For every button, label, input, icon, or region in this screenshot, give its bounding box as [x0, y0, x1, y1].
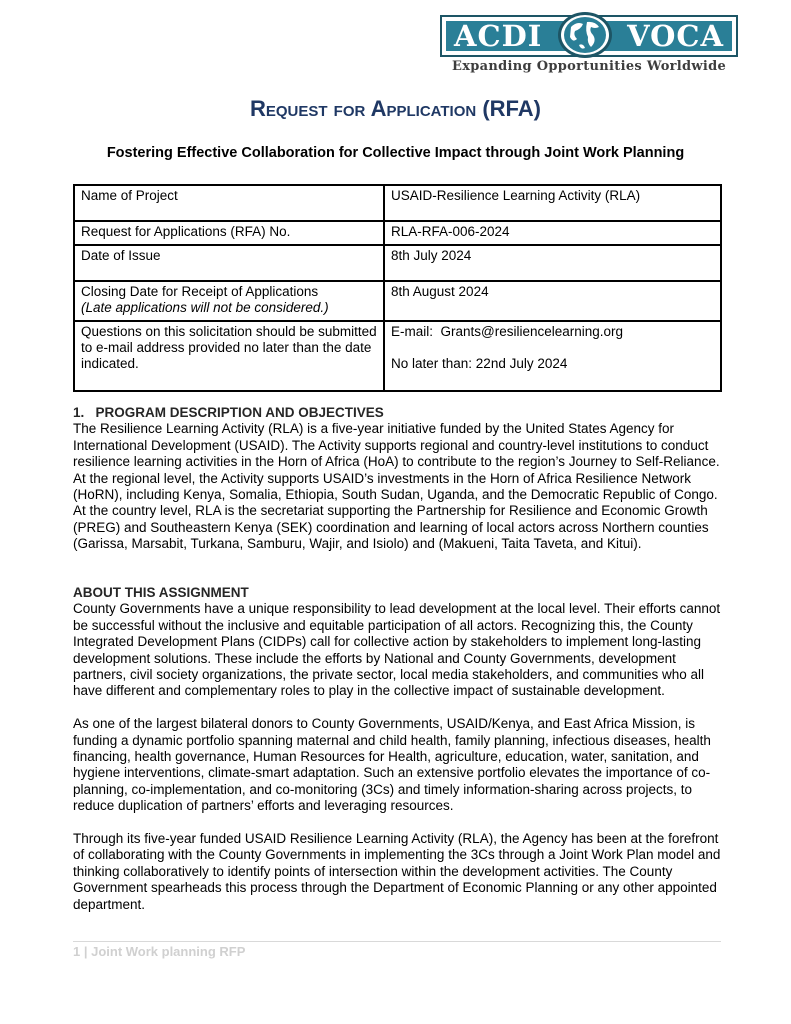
section-paragraph: As one of the largest bilateral donors to County Governments, USAID/Kenya, and East Africa Mission, is funding a dynamic portfolio spanning maternal and child health, family planning, infectious diseases, health financing, health governance, Human Resources for Health, agriculture, education, water, sanitation, and hygiene interventions, climate-smart adaptation. Such an extensive portfolio elevates the importance of co-planning, co-implementation, and co-monitoring (3Cs) and timely information-sharing across projects, to reduce duplication of partners’ efforts and leveraging resources. [73, 716, 711, 814]
rfa-info-table [73, 184, 722, 392]
row-value: RLA-RFA-006-2024 [384, 221, 721, 245]
globe-icon [558, 12, 612, 58]
acdi-voca-logo [440, 15, 740, 75]
row-label-cell [74, 281, 384, 321]
row-label: Closing Date for Receipt of Applications [81, 284, 319, 299]
logo-band [446, 21, 732, 51]
row-label-note: (Late applications will not be considered.) [81, 300, 329, 315]
logo-tagline: Expanding Opportunities Worldwide [452, 59, 727, 74]
section-heading: 1. PROGRAM DESCRIPTION AND OBJECTIVES [73, 405, 384, 420]
row-label: Questions on this solicitation should be submitted to e-mail address provided no later than the date indicated. [74, 321, 384, 391]
question-deadline: No later than: 22nd July 2024 [391, 356, 568, 371]
logo-frame [440, 15, 738, 57]
row-value: 8th July 2024 [384, 245, 721, 281]
section-paragraph: Through its five-year funded USAID Resilience Learning Activity (RLA), the Agency has been at the forefront of collaborating with the County Governments in implementing the 3Cs through a Joint Work Plan model and thinking collaboratively to identify points of intersection within the development activities. The County Government spearheads this process through the Department of Economic Planning or any other appointed department. [73, 831, 721, 912]
row-label: Name of Project [74, 185, 384, 221]
table-row [74, 281, 721, 321]
row-label: Date of Issue [74, 245, 384, 281]
row-label: Request for Applications (RFA) No. [74, 221, 384, 245]
table-row [74, 221, 721, 245]
row-value-cell [384, 321, 721, 391]
section-paragraph: County Governments have a unique responsibility to lead development at the local level. Their efforts cannot be successful without the inclusive and equitable participation of all actors. Recognizing this, the County Integrated Development Plans (CIDPs) call for collective action by stakeholders to implement long-lasting development solutions. These include the efforts by National and County Governments, development partners, civil society organizations, the private sector, local media stakeholders, and communities who all have different and complementary roles to play in the collective impact of sustainable development. [73, 601, 721, 699]
section-heading: ABOUT THIS ASSIGNMENT [73, 585, 249, 600]
row-value: 8th August 2024 [384, 281, 721, 321]
page-footer: 1 | Joint Work planning RFP [73, 944, 246, 959]
section-about-assignment [73, 585, 721, 913]
footer-divider [73, 941, 721, 942]
row-value: USAID-Resilience Learning Activity (RLA) [384, 185, 721, 221]
table-row [74, 245, 721, 281]
page-subtitle: Fostering Effective Collaboration for Collective Impact through Joint Work Planning [106, 145, 685, 161]
page-title: Request for Application (RFA) [249, 96, 541, 121]
contact-email: E-mail: Grants@resiliencelearning.org [391, 324, 624, 339]
logo-left-word: ACDI [454, 19, 543, 53]
section-program-description [73, 405, 721, 553]
section-paragraph: The Resilience Learning Activity (RLA) is a five-year initiative funded by the United States Agency for International Development (USAID). The Activity supports regional and country-level institutions to conduct resilience learning activities in the Horn of Africa (HoA) to contribute to the region’s Journey to Self-Reliance. At the regional level, the Activity supports USAID’s investments in the Horn of Africa Resilience Network (HoRN), including Kenya, Somalia, Ethiopia, South Sudan, Uganda, and the Democratic Republic of Congo. At the country level, RLA is the secretariat supporting the Partnership for Resilience and Economic Growth (PREG) and Southeastern Kenya (SEK) coordination and learning of local actors across Northern counties (Garissa, Marsabit, Turkana, Samburu, Wajir, and Isiolo) and (Makueni, Taita Taveta, and Kitui). [73, 421, 720, 552]
table-row [74, 185, 721, 221]
logo-right-word: VOCA [627, 19, 724, 53]
table-row [74, 321, 721, 391]
